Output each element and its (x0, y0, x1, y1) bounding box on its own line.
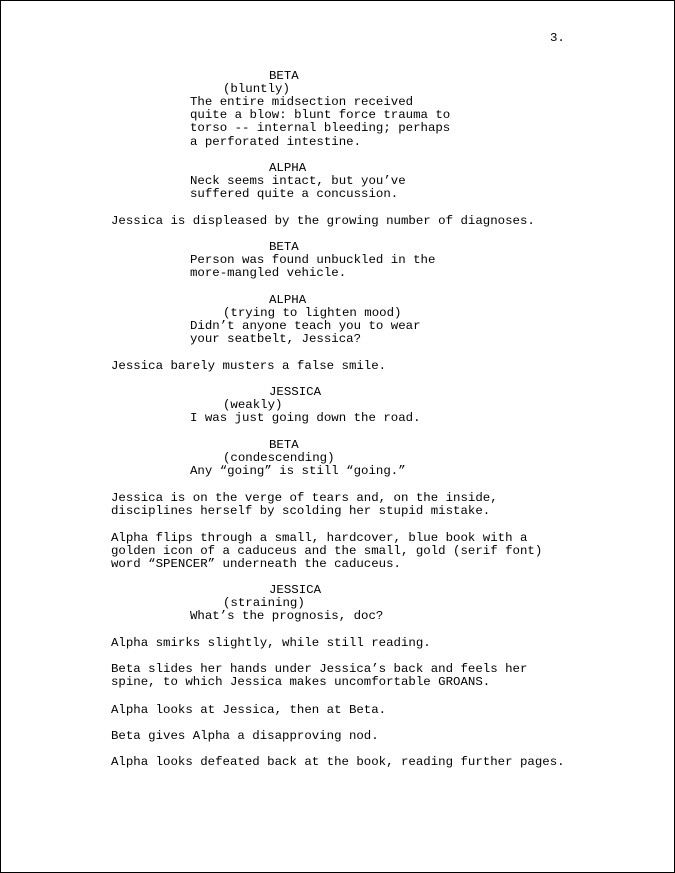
parenthetical-line: (condescending) (223, 451, 335, 465)
action-line: spine, to which Jessica makes uncomfortable GROANS. (111, 675, 491, 690)
action-line: disciplines herself by scolding her stupid mistake. (111, 504, 491, 519)
action-block (111, 730, 379, 743)
dialogue-block (190, 96, 450, 149)
character-line: ALPHA (269, 293, 307, 307)
parenthetical-line: (bluntly) (223, 82, 290, 96)
action-block (111, 704, 386, 717)
dialogue-block (190, 412, 421, 425)
character-line: JESSICA (269, 385, 322, 399)
action-block (111, 215, 535, 228)
dialogue-line: Neck seems intact, but you’ve (190, 174, 406, 188)
action-line: Alpha looks defeated back at the book, reading further pages. (111, 755, 565, 769)
dialogue-line: quite a blow: blunt force trauma to (190, 108, 451, 123)
action-block (111, 360, 386, 373)
dialogue-line: torso -- internal bleeding; perhaps (190, 121, 451, 136)
action-line: Jessica barely musters a false smile. (111, 359, 387, 373)
action-line: Alpha looks at Jessica, then at Beta. (111, 703, 387, 717)
action-line: Alpha flips through a small, hardcover, blue book with a (111, 531, 528, 545)
dialogue-line: What’s the prognosis, doc? (190, 609, 384, 623)
dialogue-block (190, 320, 421, 346)
action-line: Jessica is on the verge of tears and, on the inside, (111, 491, 498, 505)
dialogue-block (190, 254, 435, 280)
action-block (111, 532, 542, 572)
dialogue-line: I was just going down the road. (190, 411, 421, 425)
dialogue-line: suffered quite a concussion. (190, 187, 399, 202)
parenthetical-line: (straining) (223, 596, 305, 610)
action-line: Alpha smirks slightly, while still reading. (111, 636, 431, 650)
dialogue-line: Any “going” is still “going.” (190, 464, 406, 478)
action-block (111, 492, 498, 518)
dialogue-block (190, 465, 406, 478)
character-line: JESSICA (269, 583, 322, 597)
action-line: Beta slides her hands under Jessica’s back and feels her (111, 662, 528, 676)
dialogue-line: Didn’t anyone teach you to wear (190, 319, 421, 333)
dialogue-block (190, 610, 383, 623)
action-line: word “SPENCER” underneath the caduceus. (111, 557, 401, 572)
action-block (111, 756, 565, 769)
dialogue-line: your seatbelt, Jessica? (190, 332, 362, 347)
dialogue-line: The entire midsection received (190, 95, 414, 109)
action-line: Jessica is displeased by the growing number of diagnoses. (111, 214, 535, 228)
action-block (111, 637, 431, 650)
action-line: Beta gives Alpha a disapproving nod. (111, 729, 379, 743)
dialogue-line: more-mangled vehicle. (190, 266, 347, 281)
character-line: ALPHA (269, 161, 307, 175)
action-line: golden icon of a caduceus and the small, gold (serif font) (111, 544, 543, 559)
dialogue-line: a perforated intestine. (190, 134, 362, 149)
page-number: 3. (550, 31, 565, 45)
parenthetical-line: (weakly) (223, 398, 283, 412)
character-line: BETA (269, 240, 299, 254)
dialogue-block (190, 175, 406, 201)
character-line: BETA (269, 438, 299, 452)
character-line: BETA (269, 69, 299, 83)
parenthetical-line: (trying to lighten mood) (223, 306, 402, 320)
action-block (111, 663, 527, 689)
dialogue-line: Person was found unbuckled in the (190, 253, 436, 267)
